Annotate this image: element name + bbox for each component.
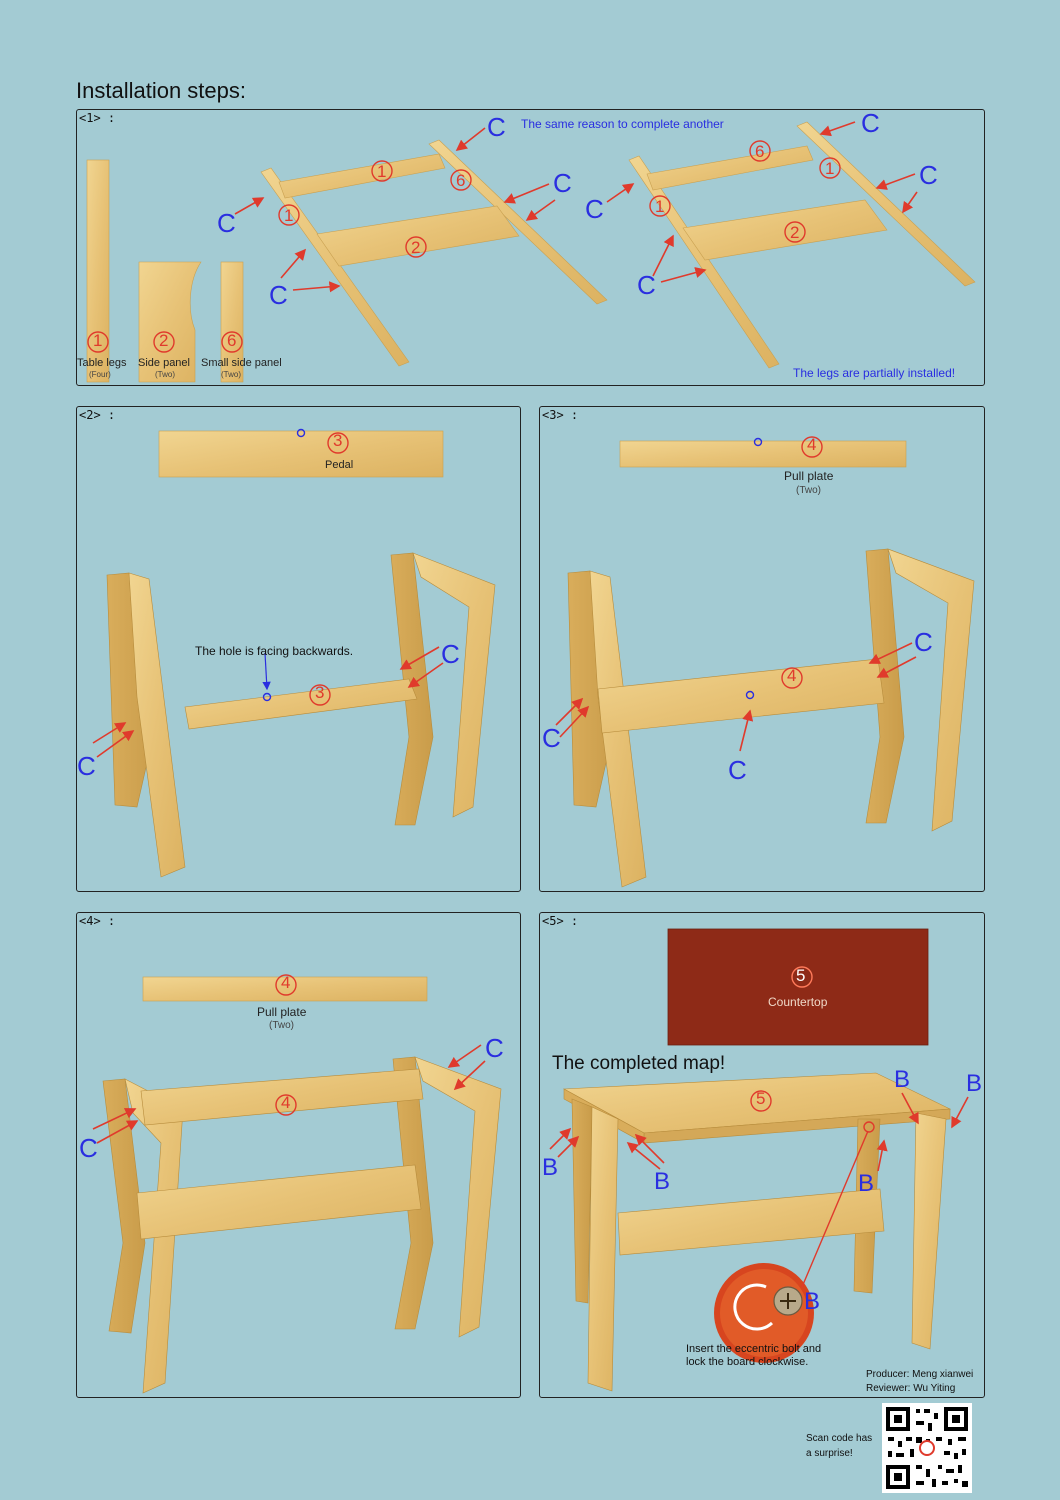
pedal-part bbox=[159, 431, 443, 477]
step-1-label: <1> : bbox=[79, 111, 116, 125]
svg-text:C: C bbox=[728, 755, 747, 785]
part-number-6: 6 bbox=[227, 331, 237, 350]
pull-plate-label: Pull plate bbox=[784, 469, 834, 483]
step-1-note-top: The same reason to complete another bbox=[521, 117, 724, 131]
step-5-illustration bbox=[540, 913, 986, 1399]
svg-text:B: B bbox=[804, 1288, 821, 1315]
circled-part-number-1: 1 bbox=[825, 159, 835, 178]
svg-text:C: C bbox=[79, 1133, 98, 1163]
step-2-panel bbox=[76, 406, 521, 892]
pedal-number: 3 bbox=[333, 431, 343, 450]
circled-part-number-6: 6 bbox=[755, 142, 765, 161]
circled-part-number-1: 1 bbox=[284, 206, 294, 225]
circled-part-number-2: 2 bbox=[411, 238, 421, 257]
svg-text:B: B bbox=[542, 1154, 559, 1181]
step-3-label: <3> : bbox=[542, 408, 579, 422]
pull-plate-qty-2: (Two) bbox=[269, 1020, 294, 1031]
bolt-note-line-1: Insert the eccentric bolt and bbox=[686, 1343, 822, 1355]
part-label-small-side-panel: Small side panel bbox=[201, 357, 282, 369]
pedal-label: Pedal bbox=[325, 459, 354, 471]
step-4-illustration bbox=[77, 913, 522, 1399]
part-number-2: 2 bbox=[159, 331, 169, 350]
bolt-note-line-2: lock the board clockwise. bbox=[686, 1356, 809, 1368]
pull-plate-qty: (Two) bbox=[796, 485, 821, 496]
step-2-label: <2> : bbox=[79, 408, 116, 422]
step-5-panel bbox=[539, 912, 985, 1398]
circled-part-number-1: 1 bbox=[655, 197, 665, 216]
connector-c-8: C bbox=[637, 270, 656, 300]
connector-c-3: C bbox=[217, 208, 236, 238]
step-3-panel bbox=[539, 406, 985, 892]
countertop-number: 5 bbox=[796, 966, 806, 985]
qr-code-icon[interactable] bbox=[882, 1403, 972, 1493]
countertop-part bbox=[668, 929, 928, 1045]
connector-c-5: C bbox=[861, 108, 880, 138]
part-number-1: 1 bbox=[93, 331, 103, 350]
producer-credit: Producer: Meng xianwei bbox=[866, 1369, 974, 1380]
connector-c-7: C bbox=[585, 194, 604, 224]
step-4-panel bbox=[76, 912, 521, 1398]
circled-part-number-2: 2 bbox=[790, 223, 800, 242]
countertop-label: Countertop bbox=[768, 995, 828, 1009]
svg-text:C: C bbox=[542, 723, 561, 753]
svg-text:C: C bbox=[914, 627, 933, 657]
svg-text:B: B bbox=[966, 1070, 983, 1097]
pull-plate-installed-number: 4 bbox=[787, 666, 797, 685]
step-1-illustration bbox=[77, 110, 986, 387]
connector-c-1: C bbox=[487, 112, 506, 142]
pull-plate-label-2: Pull plate bbox=[257, 1005, 307, 1019]
part-label-side-panel: Side panel bbox=[138, 357, 190, 369]
svg-text:B: B bbox=[894, 1066, 911, 1093]
hole-note: The hole is facing backwards. bbox=[195, 644, 354, 658]
step-4-label: <4> : bbox=[79, 914, 116, 928]
svg-text:C: C bbox=[441, 639, 460, 669]
qr-caption-line-1: Scan code has bbox=[806, 1433, 873, 1444]
part-qty-small-side-panel: (Two) bbox=[221, 370, 241, 379]
connector-c-4: C bbox=[269, 280, 288, 310]
step-3-illustration bbox=[540, 407, 986, 893]
svg-text:B: B bbox=[858, 1170, 875, 1197]
svg-text:C: C bbox=[77, 751, 96, 781]
circled-part-number-6: 6 bbox=[456, 171, 466, 190]
pull-plate-part bbox=[620, 441, 906, 467]
pull-plate-number: 4 bbox=[807, 435, 817, 454]
connector-c-6: C bbox=[919, 160, 938, 190]
pull-plate-number-2: 4 bbox=[281, 973, 291, 992]
pull-plate-installed-number-2: 4 bbox=[281, 1093, 291, 1112]
step-5-label: <5> : bbox=[542, 914, 579, 928]
svg-text:B: B bbox=[654, 1168, 671, 1195]
step-1-note-bottom: The legs are partially installed! bbox=[793, 366, 956, 380]
svg-text:C: C bbox=[485, 1033, 504, 1063]
circled-part-number-1: 1 bbox=[377, 162, 387, 181]
part-qty-table-legs: (Four) bbox=[89, 370, 111, 379]
page-title: Installation steps: bbox=[76, 78, 246, 103]
step-1-panel bbox=[76, 109, 985, 386]
part-label-table-legs: Table legs bbox=[77, 357, 127, 369]
qr-caption-line-2: a surprise! bbox=[806, 1448, 853, 1459]
assembly-2 bbox=[629, 122, 975, 368]
reviewer-credit: Reviewer: Wu Yiting bbox=[866, 1383, 956, 1394]
connector-c-2: C bbox=[553, 168, 572, 198]
table-top-number: 5 bbox=[756, 1089, 766, 1108]
qr-code-pattern bbox=[882, 1403, 972, 1493]
part-qty-side-panel: (Two) bbox=[155, 370, 175, 379]
completed-title: The completed map! bbox=[552, 1053, 726, 1074]
pedal-installed-number: 3 bbox=[315, 683, 325, 702]
